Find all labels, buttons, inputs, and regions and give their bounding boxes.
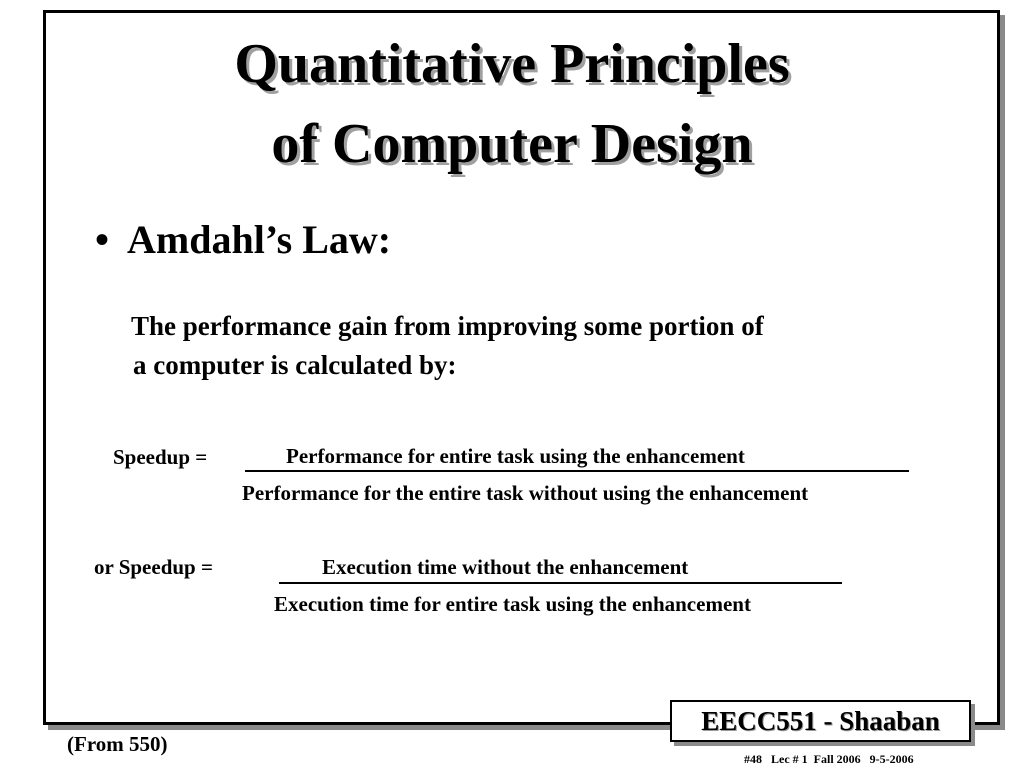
bullet-text: Amdahl’s Law: — [127, 217, 392, 262]
description-line-2: a computer is calculated by: — [133, 350, 457, 380]
formula-2-label: or Speedup = — [94, 555, 213, 579]
formula-1-denominator: Performance for the entire task without using the enhancement — [242, 481, 809, 505]
bullet-marker: • — [95, 217, 110, 262]
description — [133, 307, 764, 385]
description-line-1: The performance gain from improving some portion of — [131, 311, 764, 341]
slide-title-line-1: Quantitative Principles — [234, 33, 790, 95]
formula-1-numerator: Performance for entire task using the enhancement — [286, 444, 745, 468]
formula-1-label: Speedup = — [113, 445, 208, 469]
slide-title-line-2: of Computer Design — [271, 113, 753, 175]
bullet-item — [95, 212, 391, 268]
formula-2-fraction-bar — [279, 582, 842, 584]
source-note: (From 550) — [67, 732, 168, 756]
formula-2-numerator: Execution time without the enhancement — [322, 555, 689, 579]
course-badge: EECC551 - Shaaban — [670, 700, 971, 742]
formula-2-denominator: Execution time for entire task using the enhancement — [274, 592, 751, 616]
slide-meta: #48 Lec # 1 Fall 2006 9-5-2006 — [744, 752, 914, 766]
formula-1-fraction-bar — [245, 470, 909, 472]
